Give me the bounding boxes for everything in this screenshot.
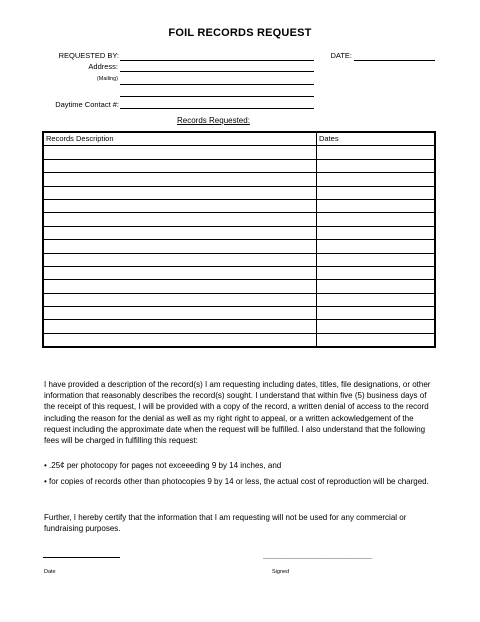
dates-cell[interactable]	[317, 199, 436, 212]
signed-label: Signed	[272, 569, 290, 575]
table-row	[43, 280, 435, 293]
records-requested-heading: Records Requested:	[177, 116, 250, 125]
dates-cell[interactable]	[317, 253, 436, 266]
dates-cell[interactable]	[317, 159, 436, 172]
records-description-cell[interactable]	[43, 320, 317, 333]
records-description-cell[interactable]	[43, 146, 317, 159]
records-description-cell[interactable]	[43, 186, 317, 199]
records-description-cell[interactable]	[43, 213, 317, 226]
bullet-icon: •	[44, 477, 47, 486]
table-row	[43, 159, 435, 172]
address-field-1[interactable]	[120, 71, 314, 72]
dates-cell[interactable]	[317, 146, 436, 159]
table-row	[43, 266, 435, 279]
date-signature-line[interactable]	[43, 557, 120, 558]
records-description-cell[interactable]	[43, 240, 317, 253]
records-description-cell[interactable]	[43, 266, 317, 279]
records-description-cell[interactable]	[43, 226, 317, 239]
address-label: Address:	[88, 62, 118, 71]
address-field-3[interactable]	[120, 96, 314, 97]
date-signature-label: Date	[44, 569, 56, 575]
requested-by-field[interactable]	[120, 60, 314, 61]
table-row	[43, 186, 435, 199]
table-row	[43, 146, 435, 159]
table-header-row	[43, 132, 435, 146]
date-label: DATE:	[330, 51, 352, 60]
dates-header: Dates	[317, 132, 436, 146]
records-description-cell[interactable]	[43, 199, 317, 212]
certify-paragraph: Further, I hereby certify that the information that I am requesting will not be used for any commercial or fundraising purposes.	[44, 513, 407, 534]
table-row	[43, 293, 435, 306]
dates-cell[interactable]	[317, 186, 436, 199]
records-table	[42, 131, 436, 348]
table-row	[43, 333, 435, 347]
dates-cell[interactable]	[317, 173, 436, 186]
dates-cell[interactable]	[317, 280, 436, 293]
table-row	[43, 320, 435, 333]
table-row	[43, 173, 435, 186]
dates-cell[interactable]	[317, 293, 436, 306]
description-paragraph: I have provided a description of the record(s) I am requesting including dates, titles, file designations, or other information that reasonably describes the record(s) sought. I understand that within five (5) business days of the receipt of this request, I will be provided with a copy of the record, a written denial of access to the record including the reason for the denial as well as my right right to appeal, or a written ackowledgement of the request including the approximate date when the request will be fulfilled. I also understand that the following fees will be charged in fulfilling this request:	[44, 380, 431, 446]
fee-bullet-2-text: for copies of records other than photocopies 9 by 14 or less, the actual cost of reproduction will be charged.	[49, 477, 429, 486]
bullet-icon: •	[44, 461, 47, 470]
records-description-cell[interactable]	[43, 293, 317, 306]
requested-by-label: REQUESTED BY:	[58, 51, 119, 60]
dates-cell[interactable]	[317, 307, 436, 320]
records-description-cell[interactable]	[43, 253, 317, 266]
form-title: FOIL RECORDS REQUEST	[168, 27, 312, 39]
table-row	[43, 226, 435, 239]
dates-cell[interactable]	[317, 213, 436, 226]
records-description-cell[interactable]	[43, 280, 317, 293]
mailing-label: (Mailing)	[96, 76, 118, 82]
daytime-contact-field[interactable]	[120, 108, 314, 109]
fee-bullet-2	[44, 476, 436, 487]
table-row	[43, 307, 435, 320]
signature-line[interactable]: ________________________________	[263, 552, 372, 559]
records-description-header: Records Description	[43, 132, 317, 146]
dates-cell[interactable]	[317, 333, 436, 347]
dates-cell[interactable]	[317, 320, 436, 333]
dates-cell[interactable]	[317, 240, 436, 253]
records-description-cell[interactable]	[43, 333, 317, 347]
table-row	[43, 253, 435, 266]
dates-cell[interactable]	[317, 266, 436, 279]
records-description-cell[interactable]	[43, 173, 317, 186]
dates-cell[interactable]	[317, 226, 436, 239]
table-row	[43, 199, 435, 212]
table-row	[43, 213, 435, 226]
fee-bullet-1	[44, 460, 436, 471]
daytime-contact-label: Daytime Contact #:	[55, 100, 119, 109]
address-field-2[interactable]	[120, 84, 314, 85]
records-description-cell[interactable]	[43, 159, 317, 172]
date-field[interactable]	[354, 60, 435, 61]
table-row	[43, 240, 435, 253]
fee-bullet-1-text: .25¢ per photocopy for pages not exceeeding 9 by 14 inches, and	[49, 461, 282, 470]
records-description-cell[interactable]	[43, 307, 317, 320]
